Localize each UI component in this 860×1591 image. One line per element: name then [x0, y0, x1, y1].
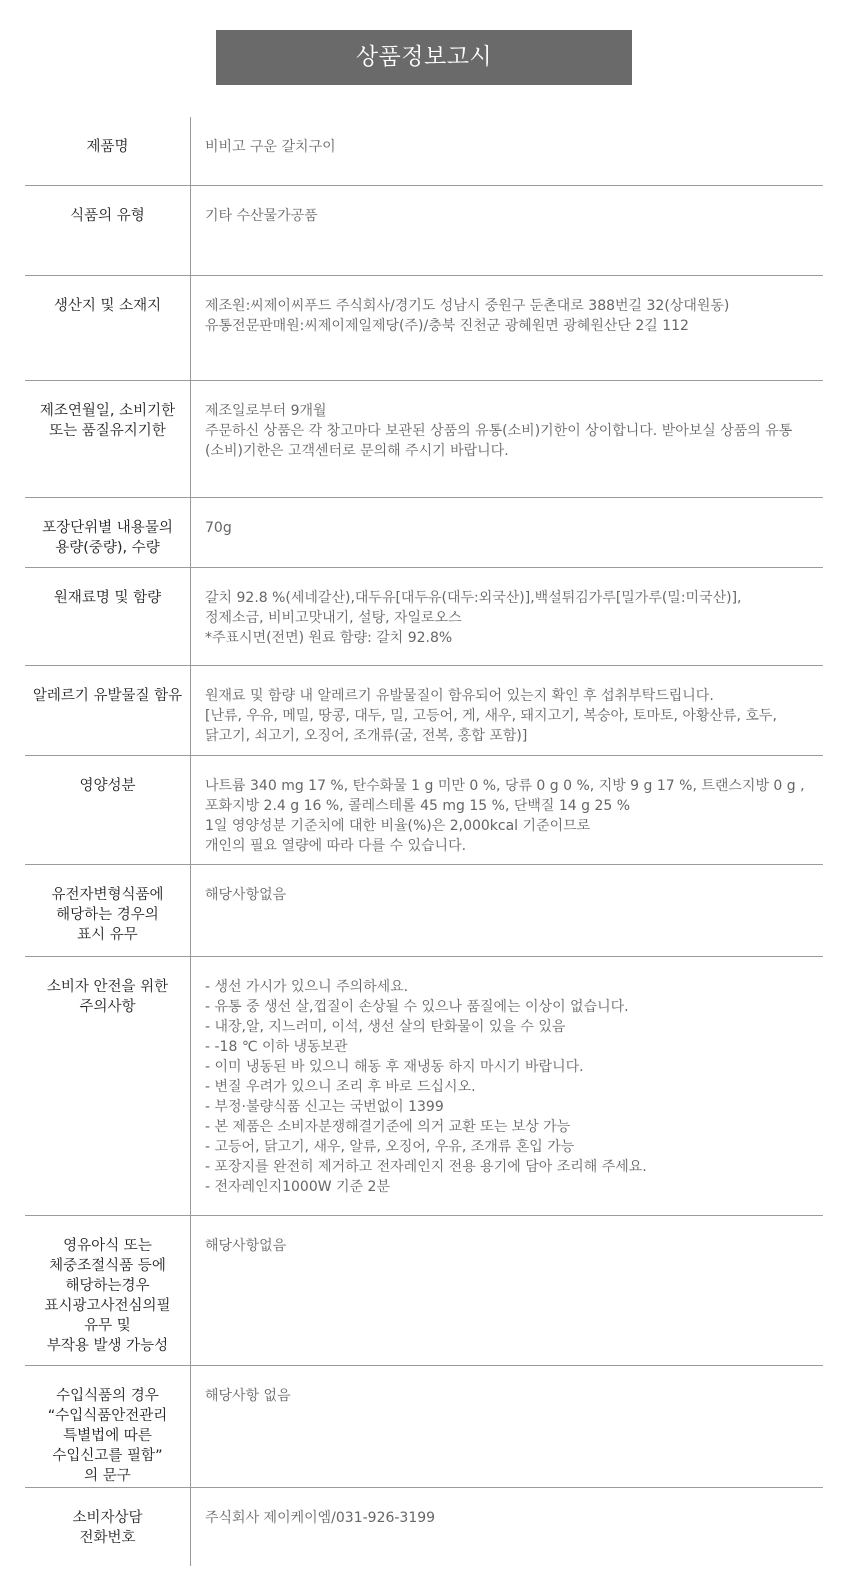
- table-row: [25, 865, 823, 957]
- table-row: [25, 276, 823, 381]
- table-row: [25, 498, 823, 568]
- row-value: [191, 865, 823, 956]
- row-value-line: 갈치 92.8 %(세네갈산),대두유[대두유(대두:외국산)],백설튀김가루[밀가루(밀:미국산)],: [205, 590, 742, 606]
- row-value-line: 해당사항 없음: [205, 1388, 291, 1404]
- row-value-line: 주식회사 제이케이엠/031-926-3199: [205, 1510, 436, 1526]
- row-value-line: - 본 제품은 소비자분쟁해결기준에 의거 교환 또는 보상 가능: [205, 1119, 571, 1135]
- row-value-line: 기타 수산물가공품: [205, 208, 318, 224]
- row-label: 제조연월일, 소비기한 또는 품질유지기한: [25, 381, 191, 497]
- row-label: 알레르기 유발물질 함유: [25, 666, 191, 755]
- row-label: 생산지 및 소재지: [25, 276, 191, 380]
- row-label: 유전자변형식품에 해당하는 경우의 표시 유무: [25, 865, 191, 956]
- row-value: [191, 1216, 823, 1365]
- row-value: [191, 666, 823, 755]
- row-value-line: 닭고기, 쇠고기, 오징어, 조개류(굴, 전복, 홍합 포함)]: [205, 728, 528, 744]
- row-value-line: 개인의 필요 열량에 따라 다를 수 있습니다.: [205, 838, 467, 854]
- row-value-line: 주문하신 상품은 각 창고마다 보관된 상품의 유통(소비)기한이 상이합니다. 받아보실 상품의 유통: [205, 423, 793, 439]
- row-value-line: - 변질 우려가 있으니 조리 후 바로 드십시오.: [205, 1079, 476, 1095]
- row-label: 포장단위별 내용물의 용량(중량), 수량: [25, 498, 191, 567]
- row-value-line: 포화지방 2.4 g 16 %, 콜레스테롤 45 mg 15 %, 단백질 14 g 25 %: [205, 798, 631, 814]
- row-value-line: 해당사항없음: [205, 887, 287, 903]
- table-row: [25, 381, 823, 498]
- row-value-line: *주표시면(전면) 원료 함량: 갈치 92.8%: [205, 630, 453, 646]
- row-value-line: 유통전문판매원:씨제이제일제당(주)/충북 진천군 광혜원면 광혜원산단 2길 112: [205, 318, 689, 334]
- row-value: [191, 756, 823, 864]
- row-value: [191, 1488, 823, 1566]
- row-value-line: - 유통 중 생선 살,껍질이 손상될 수 있으나 품질에는 이상이 없습니다.: [205, 999, 629, 1015]
- row-value-line: 제조일로부터 9개월: [205, 403, 327, 419]
- row-label: 영양성분: [25, 756, 191, 864]
- row-value-line: - 생선 가시가 있으니 주의하세요.: [205, 979, 409, 995]
- row-value-line: (소비)기한은 고객센터로 문의해 주시기 바랍니다.: [205, 443, 509, 459]
- table-row: [25, 117, 823, 186]
- row-value: [191, 186, 823, 275]
- row-label: 수입식품의 경우 “수입식품안전관리 특별법에 따른 수입신고를 필함” 의 문구: [25, 1366, 191, 1487]
- table-row: [25, 568, 823, 666]
- row-value-line: 원재료 및 함량 내 알레르기 유발물질이 함유되어 있는지 확인 후 섭취부탁드립니다.: [205, 688, 714, 704]
- table-row: [25, 756, 823, 865]
- table-row: [25, 1366, 823, 1488]
- row-label: 소비자상담 전화번호: [25, 1488, 191, 1566]
- row-value-line: 비비고 구운 갈치구이: [205, 139, 336, 155]
- page-title: 상품정보고시: [216, 30, 632, 85]
- row-value-line: 70g: [205, 520, 232, 536]
- row-value-line: 제조원:씨제이씨푸드 주식회사/경기도 성남시 중원구 둔촌대로 388번길 32(상대원동): [205, 298, 730, 314]
- row-value: [191, 957, 823, 1215]
- row-value-line: 1일 영양성분 기준치에 대한 비율(%)은 2,000kcal 기준이므로: [205, 818, 591, 834]
- row-value: [191, 381, 823, 497]
- table-row: [25, 1488, 823, 1566]
- row-value: [191, 568, 823, 665]
- row-label: 원재료명 및 함량: [25, 568, 191, 665]
- row-value-line: - 전자레인지1000W 기준 2분: [205, 1179, 390, 1195]
- table-row: [25, 1216, 823, 1366]
- row-value-line: - 고등어, 닭고기, 새우, 알류, 오징어, 우유, 조개류 혼입 가능: [205, 1139, 575, 1155]
- row-label: 제품명: [25, 117, 191, 185]
- row-value-line: 해당사항없음: [205, 1238, 287, 1254]
- product-info-table: [25, 117, 823, 1566]
- row-value: [191, 276, 823, 380]
- row-value-line: [난류, 우유, 메밀, 땅콩, 대두, 밀, 고등어, 게, 새우, 돼지고기, 복숭아, 토마토, 아황산류, 호두,: [205, 708, 777, 724]
- row-label: 소비자 안전을 위한 주의사항: [25, 957, 191, 1215]
- table-row: [25, 666, 823, 756]
- row-value: [191, 117, 823, 185]
- row-label: 영유아식 또는 체중조절식품 등에 해당하는경우 표시광고사전심의필 유무 및 부작용 발생 가능성: [25, 1216, 191, 1365]
- row-value-line: 정제소금, 비비고맛내기, 설탕, 자일로오스: [205, 610, 462, 626]
- table-row: [25, 186, 823, 276]
- row-value-line: - 포장지를 완전히 제거하고 전자레인지 전용 용기에 담아 조리해 주세요.: [205, 1159, 647, 1175]
- row-value-line: 나트륨 340 mg 17 %, 탄수화물 1 g 미만 0 %, 당류 0 g 0 %, 지방 9 g 17 %, 트랜스지방 0 g ,: [205, 778, 805, 794]
- table-row: [25, 957, 823, 1216]
- row-value-line: - 이미 냉동된 바 있으니 해동 후 재냉동 하지 마시기 바랍니다.: [205, 1059, 584, 1075]
- row-value: [191, 498, 823, 567]
- row-label: 식품의 유형: [25, 186, 191, 275]
- row-value: [191, 1366, 823, 1487]
- row-value-line: - 내장,알, 지느러미, 이석, 생선 살의 탄화물이 있을 수 있음: [205, 1019, 566, 1035]
- row-value-line: - 부정·불량식품 신고는 국번없이 1399: [205, 1099, 444, 1115]
- row-value-line: - -18 ℃ 이하 냉동보관: [205, 1039, 348, 1055]
